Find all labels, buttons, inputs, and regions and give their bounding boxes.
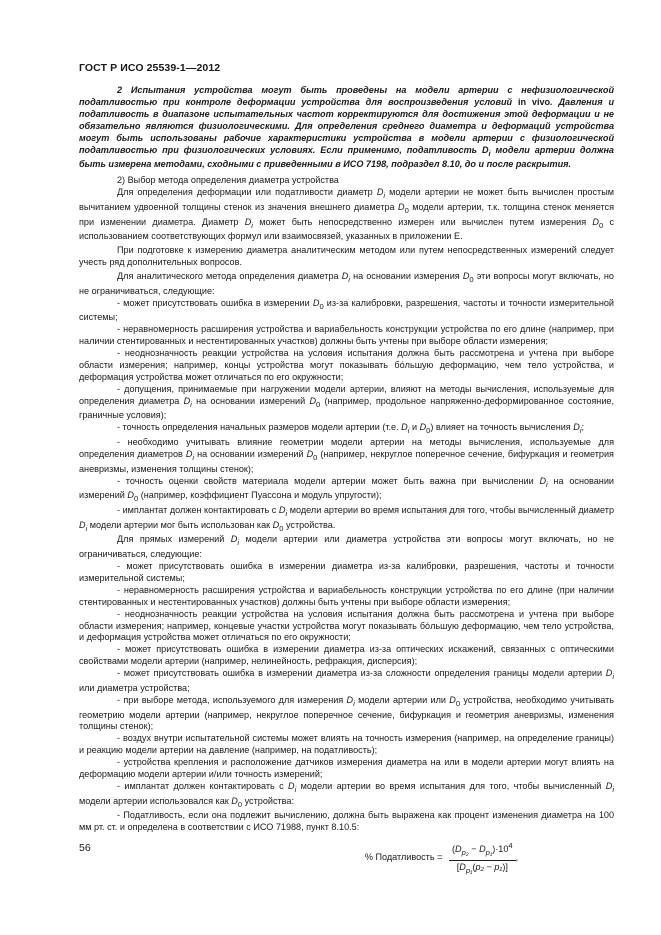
list-item: - может присутствовать ошибка в измерении диаметра из-за сложности определения границы модели артерии $D_i$ или диаметра устройства; (79, 668, 614, 693)
list-item: - устройства крепления и расположение датчиков измерения диаметра на или в модели артерии могут влиять на деформацию модели артерии и/или точность измерений; (79, 757, 614, 780)
note-2: 2 Испытания устройства могут быть проведены на модели артерии с нефизиологической податливостью при контроле деформации устройства для воспроизведения условий in vivo. Давления и податливость в диапазоне испытательных частот корректируются для достижения этой деформации и не обязательно являются физиологическими. Для определения среднего диаметра и деформаций устройства могут быть использованы рабочие характеристики устройства в модели артерии с физиологической податливостью при физиологических условиях. Если применимо, податливость $D_i$ модели артерии должна быть измерена методами, сходными с приведенными в ИСО 7198, подраздел 8.10, до и после раскрытия. (79, 85, 614, 170)
page-number: 56 (79, 842, 91, 854)
list-item: - может присутствовать ошибка в измерении $D_0$ из-за калибровки, разрешения, частоты и точности измерительной системы; (79, 297, 614, 323)
list-item: - необходимо учитывать влияние геометрии модели артерии на методы вычисления, используемые для определения диаметров $D_i$ на основании измерений $D_0$ (например, некруглое поперечное сечение, бифуркация и геометрия аневризмы, изменения толщины стенок); (79, 436, 614, 474)
paragraph-3: Для аналитического метода определения диаметра $D_i$ на основании измерения $D_0$ эти вопросы могут включать, но не ограничиваться, следующие: (79, 270, 614, 296)
list-item: - воздух внутри испытательной системы может влиять на точность измерения (например, на определение границы) и реакцию модели артерии на давление (например, на податливость); (79, 733, 614, 756)
paragraph-4: Для прямых измерений $D_i$ модели артерии или диаметра устройства эти вопросы могут включать, но не ограничиваться, следующие: (79, 534, 615, 560)
list-item: - неравномерность расширения устройства и вариабельность конструкции устройства по его длине (при наличии стентированных и нестентированных участков) должны быть учтены при выборе области измерения; (79, 584, 614, 607)
list-item: - точность оценки свойств материала модели артерии может быть важна при вычислении $D_i$ на основании измерений $D_0$ (например, коэффициент Пуассона и модуль упругости); (79, 475, 614, 504)
list-item: - может присутствовать ошибка в измерении диаметра из-за оптических искажений, связанных с оптическими свойствами модели артерии (например, нелинейность, рефракция, дисперсия); (79, 644, 614, 667)
list-item: - имплантат должен контактировать с $D_i$ модели артерии во время испытания для того, чтобы вычисленный $D_i$ модели артерии использовался как $D_0$ устройства: (79, 780, 614, 809)
list-item: - неоднозначность реакции устройства на условия испытания должна быть рассмотрена и учтена при выборе области измерения; например, концы устройства могут показывать бóльшую деформацию, чем тело устройства, и деформация устройства может отличаться по его окружности; (79, 348, 614, 382)
paragraph-1: Для определения деформации или податливости диаметр $D_i$ модели артерии не может быть вычислен простым вычитанием удвоенной толщины стенок из значения внешнего диаметра $D_0$ модели артерии, т.к. толщина стенок меняется при изменении диаметра. Диаметр $D_i$ может быть непосредственно измерен или вычислен путем измерения $D_0$ с использованием соответствующих формул или взаимосвязей, указанных в приложении Е. (79, 187, 614, 242)
section-heading: 2) Выбор метода определения диаметра устройства (117, 175, 339, 186)
compliance-formula: % Податливость = $\frac{(D_{p_2} - D_{p_1})\cdot 10^4}{[D_{p_1}(p_2 - p_1)]}$ , (364, 841, 519, 875)
list-item: - допущения, принимаемые при нагружении модели артерии, влияют на методы вычисления, используемые для определения диаметра $D_i$ на основании измерений $D_0$ (например, продольное напряженно-деформированное состояние, граничные условия); (79, 383, 614, 421)
list-item: - имплантат должен контактировать с $D_i$ модели артерии во время испытания для того, чтобы вычисленный диаметр $D_i$ модели артерии мог быть использован как $D_0$ устройства. (79, 504, 615, 533)
formula-denominator: $[D_{p_1}(p_2 - p_1)]$ (456, 861, 508, 875)
page-body (79, 85, 614, 877)
formula-label: % Податливость = (364, 852, 443, 863)
standard-header: ГОСТ Р ИСО 25539-1—2012 (79, 62, 221, 74)
list-item: - неравномерность расширения устройства и вариабельность конструкции устройства по его длине (например, при наличии стентированных и нестентированных участков) должны быть учтены при выборе области измерения; (79, 324, 614, 347)
formula-numerator: $(D_{p_2} - D_{p_1})\cdot 10^4$ (449, 840, 516, 861)
list-item: - может присутствовать ошибка в измерении диаметра из-за калибровки, разрешения, частоты и точности измерительной системы; (79, 561, 614, 583)
list-item: - Податливость, если она подлежит вычислению, должна быть выражена как процент изменения диаметра на 100 мм рт. ст. и определена в соответствии с ИСО 71988, пункт 8.10.5: (79, 810, 614, 833)
list-item: - неоднозначность реакции устройства на условия испытания должна быть рассмотрена и учтена при выборе области измерения; например, концевые участки устройства могут показывать бóльшую деформацию, чем тело устройства, и деформация устройства может отличаться по его окружности; (79, 608, 614, 643)
list-item: - при выборе метода, используемого для измерения $D_i$ модели артерии или $D_0$ устройства, необходимо учитывать геометрию модели артерии (например, некруглое поперечное сечение, бифуркация и геометрия аневризмы, изменения толщины стенок); (79, 694, 614, 732)
list-item: - точность определения начальных размеров модели артерии (т.е. $D_i$ и $D_0$) влияет на точность вычисления $D_i$; (117, 422, 585, 436)
paragraph-2: При подготовке к измерению диаметра аналитическим методом или путем непосредственных измерений следует учесть ряд дополнительных вопросов. (79, 245, 614, 268)
formula-fraction (449, 840, 516, 876)
